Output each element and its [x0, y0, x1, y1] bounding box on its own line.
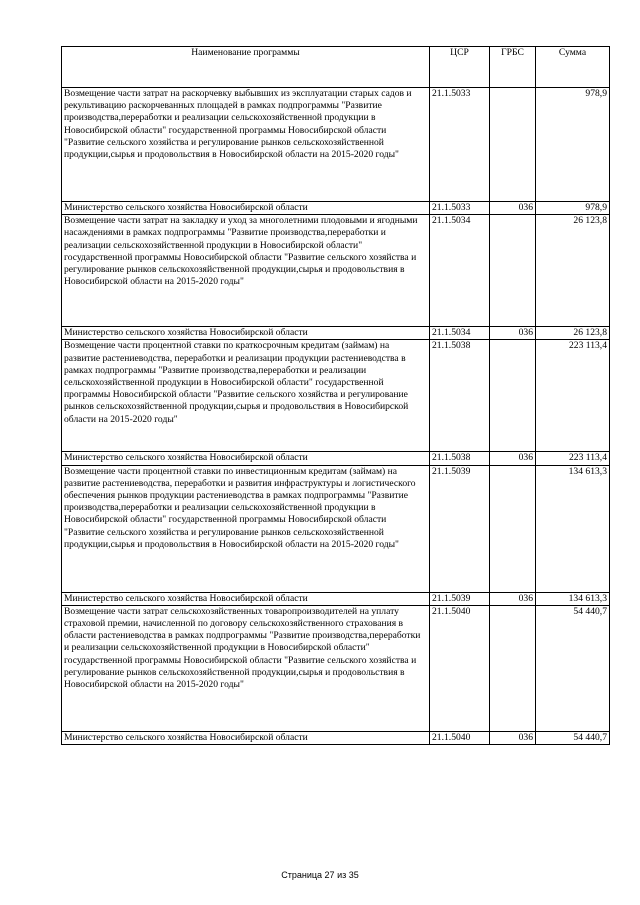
table-row — [62, 605, 610, 731]
sum-cell: 978,9 — [536, 88, 610, 202]
sum-cell: 978,9 — [536, 202, 610, 215]
table-row — [62, 327, 610, 340]
sum-cell: 54 440,7 — [536, 605, 610, 731]
header-sum: Сумма — [536, 47, 610, 88]
program-name-cell: Возмещение части затрат на закладку и уход за многолетними плодовыми и ягодными насаждениями в рамках подпрограммы "Развитие производства,переработки и реализации сельскохозяйственной продукции в Новосибирской области" государственной программы Новосибирской области "Развитие сельского хозяйства и регулирование рынков сельскохозяйственной продукции,сырья и продовольствия в Новосибирской области на 2015-2020 годы" — [62, 215, 430, 327]
csr-cell: 21.1.5039 — [430, 465, 490, 592]
program-name-cell: Возмещение части затрат на раскорчевку выбывших из эксплуатации старых садов и рекультивацию раскорчеванных площадей в рамках подпрограммы "Развитие производства,переработки и реализации сельскохозяйственной продукции в Новосибирской области" государственной программы Новосибирской области "Развитие сельского хозяйства и регулирование рынков сельскохозяйственной продукции,сырья и продовольствия в Новосибирской области на 2015-2020 годы" — [62, 88, 430, 202]
csr-cell: 21.1.5038 — [430, 340, 490, 452]
program-name-cell: Министерство сельского хозяйства Новосибирской области — [62, 202, 430, 215]
grbs-cell: 036 — [490, 592, 536, 605]
sum-cell: 54 440,7 — [536, 731, 610, 744]
header-csr: ЦСР — [430, 47, 490, 88]
csr-cell: 21.1.5034 — [430, 215, 490, 327]
csr-cell: 21.1.5040 — [430, 605, 490, 731]
sum-cell: 26 123,8 — [536, 327, 610, 340]
budget-table — [61, 46, 610, 745]
csr-cell: 21.1.5040 — [430, 731, 490, 744]
program-name-cell: Министерство сельского хозяйства Новосибирской области — [62, 452, 430, 465]
table-row — [62, 465, 610, 592]
table-header-row — [62, 47, 610, 88]
grbs-cell: 036 — [490, 202, 536, 215]
header-program-name: Наименование программы — [62, 47, 430, 88]
header-grbs: ГРБС — [490, 47, 536, 88]
sum-cell: 134 613,3 — [536, 592, 610, 605]
table-row — [62, 215, 610, 327]
table-row — [62, 731, 610, 744]
program-name-cell: Возмещение части процентной ставки по инвестиционным кредитам (займам) на развитие растениеводства, переработки и развития инфраструктуры и логистического обеспечения рынков продукции растениеводства в рамках подпрограммы "Развитие производства,переработки и реализации сельскохозяйственной продукции в Новосибирской области" государственной программы Новосибирской области "Развитие сельского хозяйства и регулирование рынков сельскохозяйственной продукции,сырья и продовольствия в Новосибирской области на 2015-2020 годы" — [62, 465, 430, 592]
program-name-cell: Министерство сельского хозяйства Новосибирской области — [62, 327, 430, 340]
program-name-cell: Министерство сельского хозяйства Новосибирской области — [62, 592, 430, 605]
csr-cell: 21.1.5039 — [430, 592, 490, 605]
grbs-cell — [490, 465, 536, 592]
sum-cell: 223 113,4 — [536, 340, 610, 452]
table-row — [62, 340, 610, 452]
csr-cell: 21.1.5038 — [430, 452, 490, 465]
grbs-cell — [490, 340, 536, 452]
table-row — [62, 592, 610, 605]
csr-cell: 21.1.5033 — [430, 202, 490, 215]
page-number: Страница 27 из 35 — [281, 870, 359, 880]
grbs-cell: 036 — [490, 327, 536, 340]
grbs-cell — [490, 88, 536, 202]
sum-cell: 26 123,8 — [536, 215, 610, 327]
program-name-cell: Возмещение части процентной ставки по краткосрочным кредитам (займам) на развитие растениеводства, переработки и реализации продукции растениеводства в рамках подпрограммы "Развитие производства,переработки и реализации сельскохозяйственной продукции в Новосибирской области" государственной программы Новосибирской области "Развитие сельского хозяйства и регулирование рынков сельскохозяйственной продукции,сырья и продовольствия в Новосибирской области на 2015-2020 годы" — [62, 340, 430, 452]
csr-cell: 21.1.5034 — [430, 327, 490, 340]
sum-cell: 223 113,4 — [536, 452, 610, 465]
grbs-cell: 036 — [490, 731, 536, 744]
grbs-cell — [490, 215, 536, 327]
table-row — [62, 202, 610, 215]
table-row — [62, 88, 610, 202]
csr-cell: 21.1.5033 — [430, 88, 490, 202]
table-row — [62, 452, 610, 465]
grbs-cell: 036 — [490, 452, 536, 465]
sum-cell: 134 613,3 — [536, 465, 610, 592]
grbs-cell — [490, 605, 536, 731]
program-name-cell: Возмещение части затрат сельскохозяйственных товаропроизводителей на уплату страховой премии, начисленной по договору сельскохозяйственного страхования в области растениеводства в рамках подпрограммы "Развитие производства,переработки и реализации сельскохозяйственной продукции в Новосибирской области" государственной программы Новосибирской области "Развитие сельского хозяйства и регулирование рынков сельскохозяйственной продукции,сырья и продовольствия в Новосибирской области на 2015-2020 годы" — [62, 605, 430, 731]
program-name-cell: Министерство сельского хозяйства Новосибирской области — [62, 731, 430, 744]
